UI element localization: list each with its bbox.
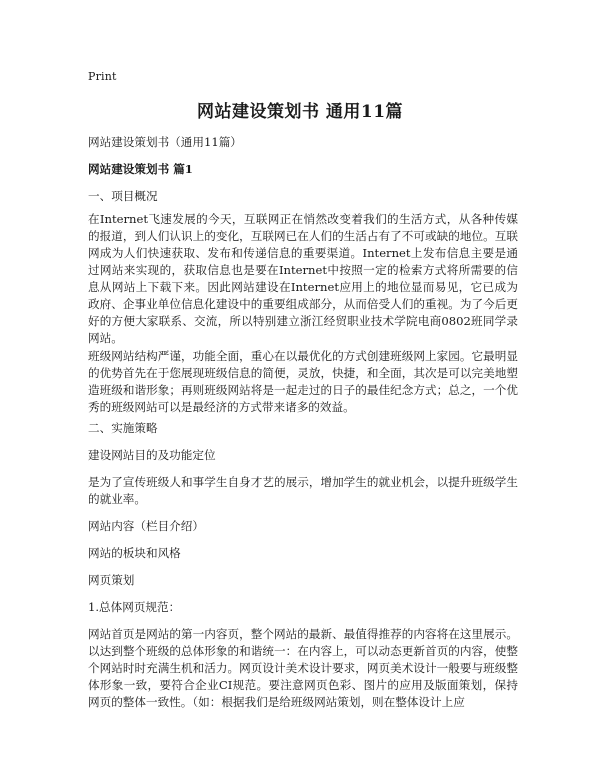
heading-implementation-strategy: 二、实施策略 [88,421,158,435]
heading-page-specification: 1.总体网页规范： [88,600,181,614]
paragraph-overview-2: 班级网站结构严谨，功能全面，重心在以最优化的方式创建班级网上家园。它最明显的优势首先在于您展现班级信息的简便，灵放，快捷，和全面，其次是可以完美地塑造班级和谐形象；再则班级网站将是一起走过的日子的最佳纪念方式；总之，一个优秀的班级网站可以是最经济的方式带来诸多的效益。 [88,349,518,414]
heading-site-purpose: 建设网站目的及功能定位 [88,448,216,462]
paragraph-site-purpose: 是为了宣传班级人和事学生自身才艺的展示，增加学生的就业机会，以提升班级学生的就业率。 [88,475,518,506]
section-heading: 网站建设策划书 篇1 [88,162,193,176]
heading-web-page-planning: 网页策划 [88,573,135,587]
heading-site-sections-style: 网站的板块和风格 [88,546,181,560]
heading-site-content: 网站内容（栏目介绍） [88,519,204,533]
print-label: Print [88,70,117,83]
heading-project-overview: 一、项目概况 [88,189,158,203]
document-subtitle: 网站建设策划书（通用11篇） [88,135,242,149]
paragraph-page-specification: 网站首页是网站的第一内容页，整个网站的最新、最值得推荐的内容将在这里展示。以达到整个班级的总体形象的和谐统一：在内容上，可以动态更新首页的内容，使整个网站时时充满生机和活力。网页设计美术设计要求，网页美术设计一般要与班级整体形象一致，要符合企业CI规范。要注意网页色彩、图片的应用及版面策划，保持网页的整体一致性。（如：根据我们是给班级网站策划，则在整体设计上应 [88,627,518,709]
paragraph-overview-1: 在Internet飞速发展的今天，互联网正在悄然改变着我们的生活方式，从各种传媒的报道，到人们认识上的变化，互联网已在人们的生活占有了不可或缺的地位。互联网成为人们快速获取、发布和传递信息的重要渠道。Internet上发布信息主要是通过网站来实现的，获取信息也是要在Internet中按照一定的检索方式将所需要的信息从网站上下载下来。因此网站建设在Internet应用上的地位显而易见，它已成为政府、企事业单位信息化建设中的重要组成部分，从而倍受人们的重视。为了今后更好的方便大家联系、交流，所以特别建立浙江经贸职业技术学院电商0802班同学录网站。 [88,212,518,345]
document-title: 网站建设策划书 通用11篇 [196,102,404,122]
